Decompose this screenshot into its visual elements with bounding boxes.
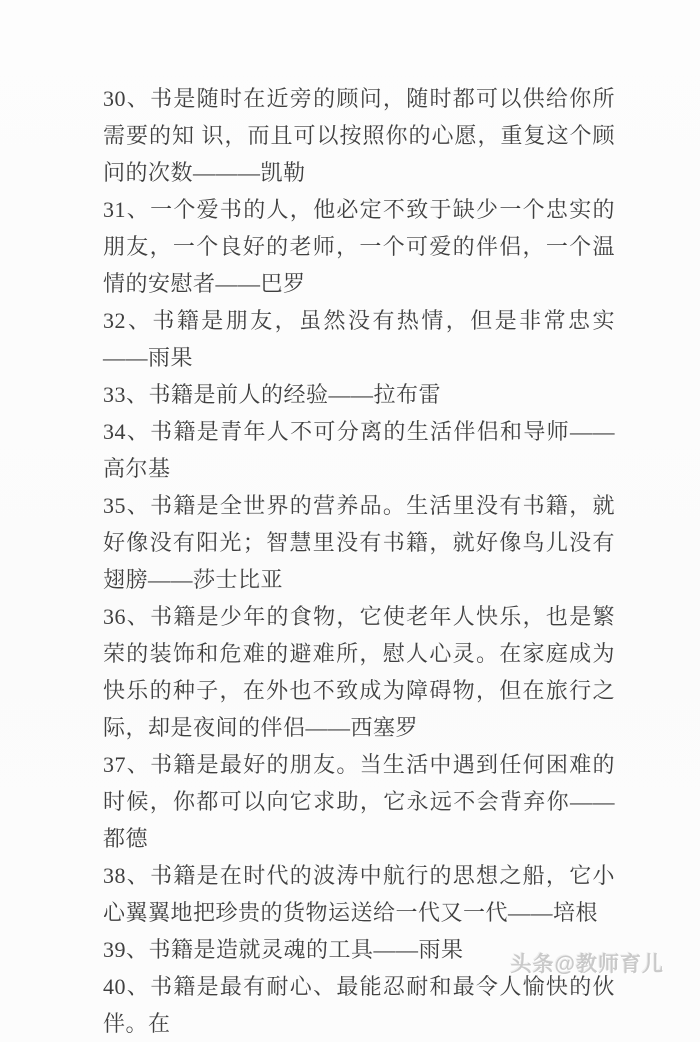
quote-list [103, 80, 615, 1042]
quote-paragraph: 35、书籍是全世界的营养品。生活里没有书籍，就好像没有阳光；智慧里没有书籍，就好像鸟儿没有翅膀——莎士比亚 [103, 493, 615, 592]
quote-paragraph: 32、书籍是朋友，虽然没有热情，但是非常忠实——雨果 [103, 308, 615, 370]
quote-paragraph: 34、书籍是青年人不可分离的生活伴侣和导师——高尔基 [103, 419, 615, 481]
quote-paragraph: 31、一个爱书的人，他必定不致于缺少一个忠实的朋友，一个良好的老师，一个可爱的伴侣，一个温情的安慰者——巴罗 [103, 197, 615, 296]
quote-paragraph: 38、书籍是在时代的波涛中航行的思想之船，它小心翼翼地把珍贵的货物运送给一代又一代——培根 [103, 863, 615, 925]
quote-paragraph: 39、书籍是造就灵魂的工具——雨果 [103, 937, 464, 962]
quote-paragraph: 37、书籍是最好的朋友。当生活中遇到任何困难的时候，你都可以向它求助，它永远不会背弃你——都德 [103, 752, 615, 851]
quote-paragraph: 36、书籍是少年的食物，它使老年人快乐，也是繁荣的装饰和危难的避难所，慰人心灵。在家庭成为快乐的种子，在外也不致成为障碍物，但在旅行之际，却是夜间的伴侣——西塞罗 [103, 604, 615, 740]
quote-paragraph: 30、书是随时在近旁的顾问，随时都可以供给你所需要的知 识，而且可以按照你的心愿，重复这个顾问的次数———凯勒 [103, 86, 615, 185]
watermark-text: 头条@教师育儿 [510, 953, 664, 976]
quote-paragraph: 33、书籍是前人的经验——拉布雷 [103, 382, 442, 407]
quote-paragraph: 40、书籍是最有耐心、最能忍耐和最令人愉快的伙伴。在 [103, 974, 615, 1036]
